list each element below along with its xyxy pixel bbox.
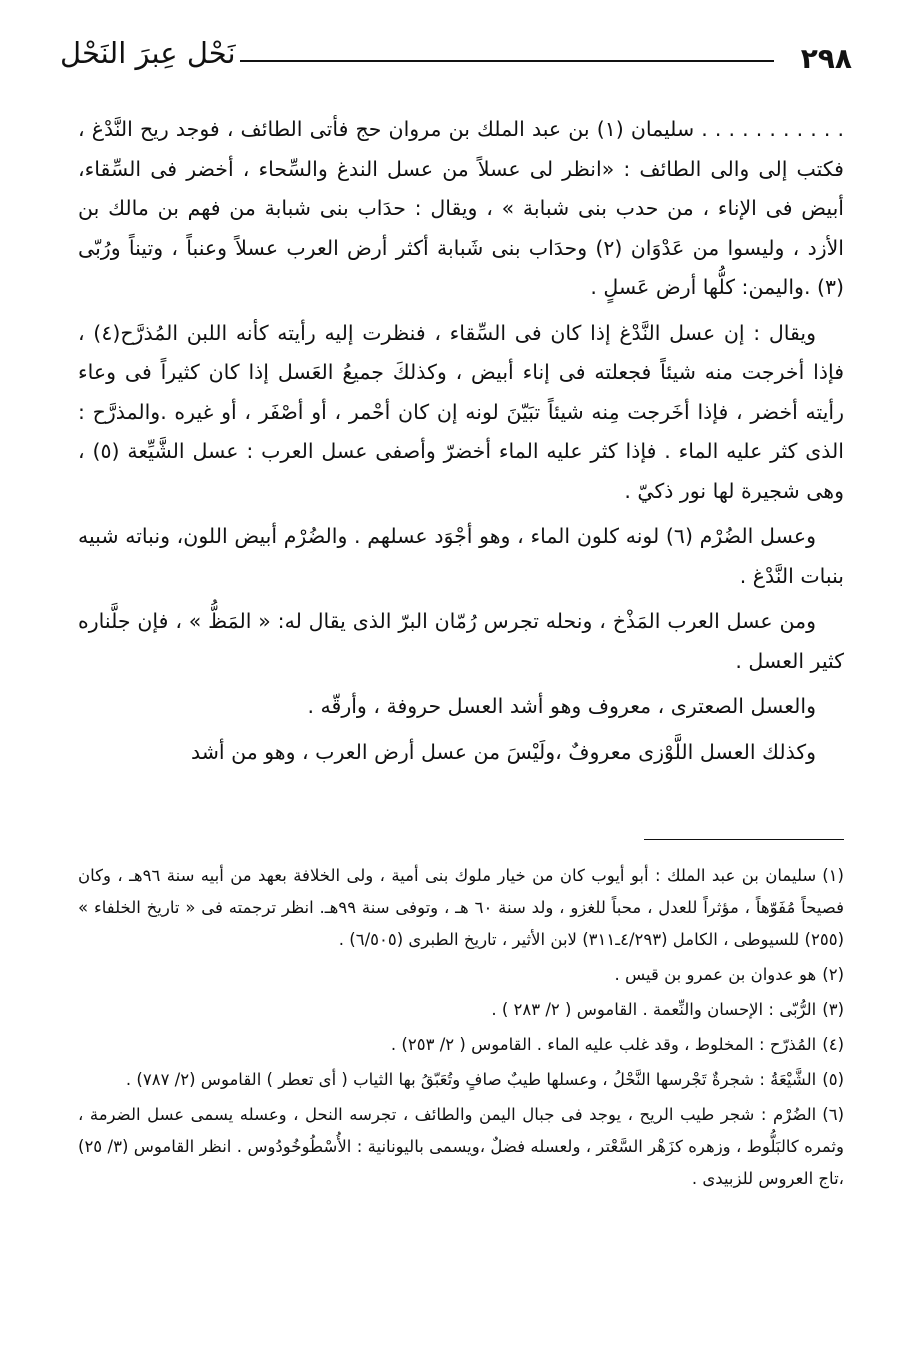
footnote	[78, 1064, 844, 1096]
footnote	[78, 1099, 844, 1195]
body-text	[78, 110, 844, 778]
footnotes	[78, 860, 844, 1198]
footnote	[78, 959, 844, 991]
footnote-marker: (٣)	[822, 1000, 844, 1019]
paragraph: ويقال : إن عسل النَّدْغ إذا كان فى السِّقاء ، فنظرت إليه رأيته كأنه اللبن المُذرَّح(٤) ، فإذا أخرجت منه شيئاً فجعلته فى إناء أبيض ، وكذلكَ جميعُ العَسل إذا كان كثيراً فى وعاء رأيته أخضر ، فإذا أخَرجت مِنه شيئاً تبَيّنَ لونه إن كان أحْمر ، أو أصْفَر ، أو غيره .والمذرَّح : الذى كثر عليه الماء . فإذا كثر عليه الماء أخضرّ وأصفى عسل العرب : عسل الشَّيِّعة (٥) ، وهى شجيرة لها نور ذكيّ .	[78, 320, 844, 503]
footnote-marker: (١)	[822, 866, 844, 885]
footnote-text: الرُّبّى : الإحسان والنِّعمة . القاموس ( ٢/ ٢٨٣ ) .	[491, 1000, 817, 1019]
footnote-marker: (٥)	[822, 1070, 844, 1089]
footnote-marker: (٢)	[822, 965, 844, 984]
header-rule	[240, 60, 774, 62]
page-number: ٢٩٨	[800, 42, 852, 75]
footnote-separator	[644, 839, 844, 840]
footnote-text: المُذرّح : المخلوط ، وقد غلب عليه الماء . القاموس ( ٢/ ٢٥٣) .	[390, 1035, 817, 1054]
footnote-marker: (٦)	[822, 1105, 844, 1124]
footnote-text: الضُرْم : شجر طيب الريح ، يوجد فى جبال اليمن والطائف ، تجرسه النحل ، وعسله يسمى عسل الضرمة ، وثمره كالبَلُّوط ، وزهره كزَهْر السَّعْتر ، ولعسله فضلٌ ،ويسمى باليونانية : الأُسْطُوخُودُوس . انظر القاموس (٣/ ٢٥) ،تاج العروس للزبيدى .	[78, 1105, 844, 1188]
paragraph: وكذلك العسل اللَّوْزى معروفٌ ،ولَيْسَ من عسل أرض العرب ، وهو من أشد	[190, 739, 816, 764]
footnote-text: هو عدوان بن عمرو بن قيس .	[614, 965, 817, 984]
footnote	[78, 860, 844, 956]
footnote-marker: (٤)	[822, 1035, 844, 1054]
running-title: نَحْل عِبرَ النَحْل	[60, 36, 236, 70]
footnote-text: الشَّيْعَةُ : شجرةٌ تَجْرسها النَّحْلُ ، وعسلها طيبٌ صافٍ وتُعَبّقُ بها الثياب ( أى تعطر ) القاموس (٢/ ٧٨٧) .	[125, 1070, 817, 1089]
footnote-text: سليمان بن عبد الملك : أبو أيوب كان من خيار ملوك بنى أمية ، ولى الخلافة بعهد من أبيه سنة ٩٦هـ ، وكان فصيحاً مُفَوّهاً ، مؤثراً للعدل ، محباً للغزو ، ولد سنة ٦٠ هـ ، وتوفى سنة ٩٩هـ. انظر ترجمته فى « تاريخ الخلفاء » (٢٥٥) للسيوطى ، الكامل (٤/٢٩٣ـ٣١١) لابن الأثير ، تاريخ الطبرى (٦/٥٠٥) .	[78, 866, 845, 949]
footnote	[78, 994, 844, 1026]
paragraph: والعسل الصعترى ، معروف وهو أشد العسل حروفة ، وأرقّه .	[307, 694, 816, 718]
footnote	[78, 1029, 844, 1061]
paragraph: . . . . . . . . . . . سليمان (١) بن عبد الملك بن مروان حج فأتى الطائف ، فوجد ريح النَّدْغ ، فكتب إلى والى الطائف : «انظر لى عسلاً من عسل الندغ والسِّحاء ، أخضر فى السِّقاء، أبيض فى الإناء ، من حدب بنى شبابة » ، ويقال : حدَاب بنى شبابة من فهم بن مالك بن الأزد ، وليسوا من عَدْوَان (٢) وحدَاب بنى شَبابة أكثر أرض العرب عسلاً وعنباً ، وتيناً ورُبّى (٣) .واليمن: كلُّها أرض عَسلٍ .	[78, 117, 844, 299]
paragraph: وعسل الضُرْم (٦) لونه كلون الماء ، وهو أجْوَد عسلهم . والضُرْم أبيض اللون، ونباته شبيه بنبات النَّدْغ .	[78, 524, 844, 588]
page-header	[60, 36, 852, 86]
paragraph: ومن عسل العرب المَذْخ ، ونحله تجرس رُمّان البرّ الذى يقال له: « المَظُّ » ، فإن جلَّناره كثير العسل .	[78, 609, 844, 673]
